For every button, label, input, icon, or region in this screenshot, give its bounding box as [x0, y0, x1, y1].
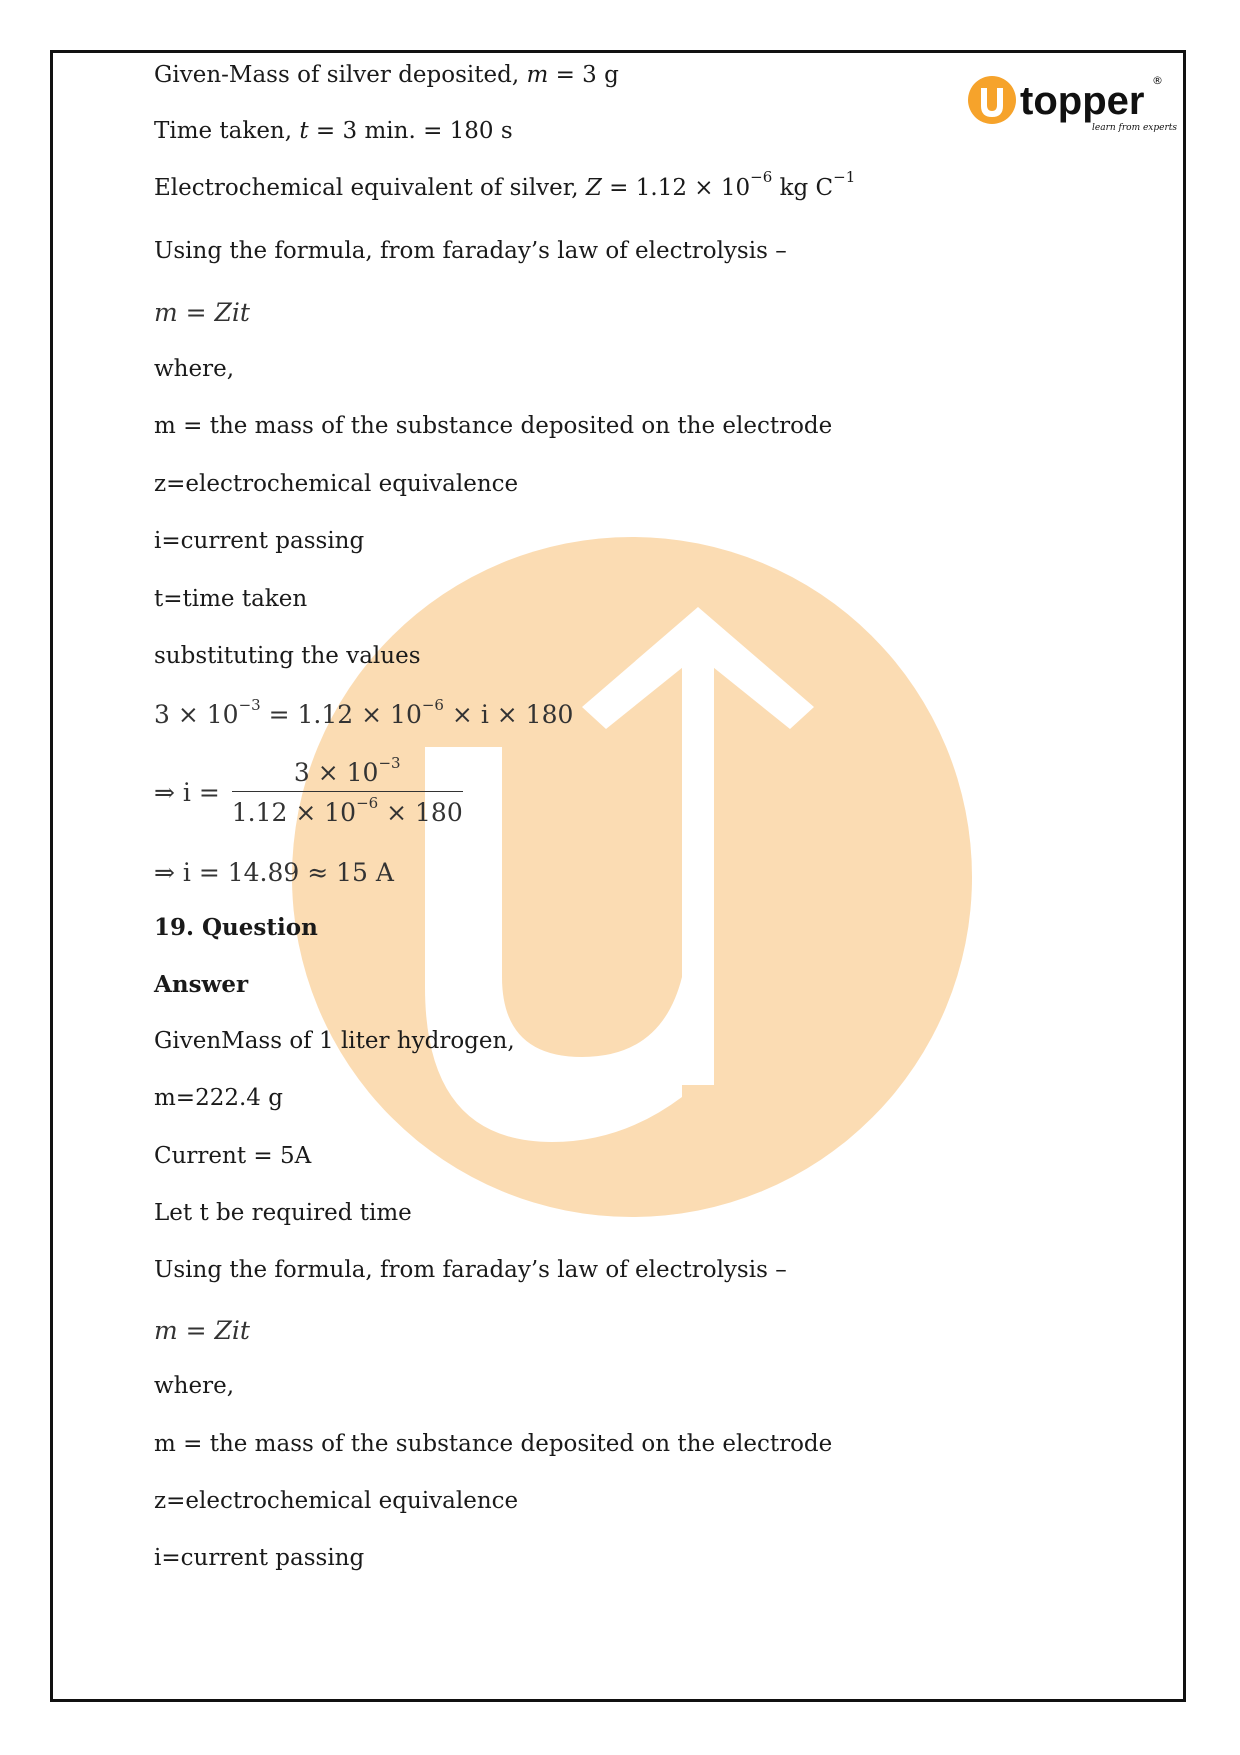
q19-let-t: Let t be required time	[154, 1200, 412, 1226]
q18-where: where,	[154, 356, 235, 382]
brand-tagline: learn from experts	[1092, 123, 1178, 133]
q18-def-t: t=time taken	[154, 586, 308, 612]
q18-equation-1: $3 \times 10^{-3} = 1.12 \times 10^{-6} \times i \times 180$	[154, 695, 574, 729]
q19-def-m: m = the mass of the substance deposited on the electrode	[154, 1431, 833, 1457]
q18-formula: m = Zit	[154, 298, 250, 327]
q19-def-z: z=electrochemical equivalence	[154, 1488, 519, 1514]
topper-logo	[962, 68, 1178, 138]
topper-watermark-icon	[292, 537, 972, 1217]
q19-answer: Answer	[154, 971, 249, 998]
q18-ece: Electrochemical equivalent of silver, $Z = 1.12 \times 10^{-6}$ kg $C^{-1}$	[154, 168, 856, 201]
q18-def-z: z=electrochemical equivalence	[154, 471, 519, 497]
q18-equation-2: ⇒ i = $\frac{3 \times 10^{-3}}{1.12 \times 10^{-6} \times 180}$	[154, 753, 463, 827]
q19-where: where,	[154, 1373, 235, 1399]
q19-def-i: i=current passing	[154, 1545, 365, 1571]
q19-heading: 19. Question	[154, 914, 318, 941]
q19-given: GivenMass of 1 liter hydrogen,	[154, 1028, 515, 1054]
q18-equation-3: ⇒ i = 14.89 ≈ 15 A	[154, 858, 394, 887]
q18-time: Time taken, t = 3 min. = 180 s	[154, 118, 513, 144]
brand-registered: ®	[1152, 74, 1163, 87]
brand-name: topper	[1020, 79, 1145, 123]
fraction: $\frac{3 \times 10^{-3}}{1.12 \times 10^{-6} \times 180}$	[231, 753, 463, 827]
q19-formula: m = Zit	[154, 1316, 250, 1345]
q18-def-m: m = the mass of the substance deposited on the electrode	[154, 413, 833, 439]
q18-formula-intro: Using the formula, from faraday’s law of electrolysis –	[154, 238, 787, 264]
q18-def-i: i=current passing	[154, 528, 365, 554]
q18-substituting: substituting the values	[154, 643, 421, 669]
q19-m: m=222.4 g	[154, 1085, 283, 1111]
q19-current: Current = 5A	[154, 1143, 312, 1169]
q18-given-mass: Given-Mass of silver deposited, m = 3 g	[154, 62, 619, 88]
q19-formula-intro: Using the formula, from faraday’s law of electrolysis –	[154, 1257, 787, 1283]
